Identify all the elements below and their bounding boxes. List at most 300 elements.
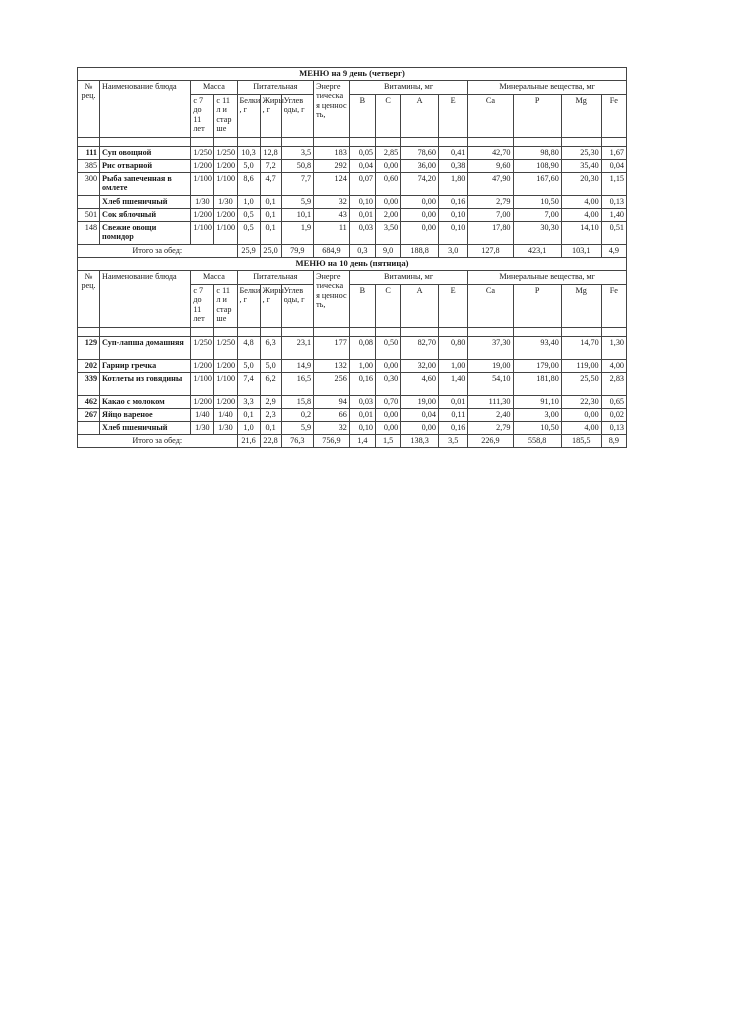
value-carb: 0,2 — [281, 408, 314, 421]
total-carb: 76,3 — [281, 434, 314, 447]
value-vE: 0,16 — [438, 421, 467, 434]
total-energy: 756,9 — [314, 434, 350, 447]
spacer-cell — [513, 137, 561, 146]
value-fat: 4,7 — [260, 172, 281, 195]
total-carb: 79,9 — [281, 244, 314, 257]
menu-table — [77, 67, 627, 448]
mass-7-11: 1/100 — [191, 372, 214, 395]
value-vA: 78,60 — [401, 146, 439, 159]
recipe-number: 148 — [78, 221, 100, 244]
value-p: 10,50 — [513, 421, 561, 434]
header-minerals: Минеральные вещества, мг — [468, 270, 627, 284]
total-vE: 3,5 — [438, 434, 467, 447]
mass-11-plus: 1/100 — [214, 172, 237, 195]
value-vE: 0,41 — [438, 146, 467, 159]
value-vC: 0,70 — [376, 395, 401, 408]
mass-11-plus: 1/200 — [214, 208, 237, 221]
dish-name: Рис отварной — [100, 159, 191, 172]
value-vC: 0,00 — [376, 359, 401, 372]
value-carb: 50,8 — [281, 159, 314, 172]
value-vB: 0,03 — [349, 221, 375, 244]
mass-7-11: 1/200 — [191, 395, 214, 408]
value-vC: 0,00 — [376, 408, 401, 421]
table-row — [78, 195, 627, 208]
value-ca: 17,80 — [468, 221, 513, 244]
recipe-number: 339 — [78, 372, 100, 395]
mass-7-11: 1/200 — [191, 359, 214, 372]
mass-11-plus: 1/40 — [214, 408, 237, 421]
recipe-number — [78, 195, 100, 208]
value-vE: 1,40 — [438, 372, 467, 395]
value-fat: 0,1 — [260, 221, 281, 244]
header-fe: Fe — [601, 94, 626, 137]
header-mg: Mg — [561, 284, 601, 327]
value-fat: 0,1 — [260, 421, 281, 434]
header-num: № рец. — [78, 80, 100, 137]
spacer-cell — [78, 327, 100, 336]
value-vC: 2,00 — [376, 208, 401, 221]
value-ca: 37,30 — [468, 336, 513, 359]
mass-7-11: 1/30 — [191, 195, 214, 208]
value-vA: 74,20 — [401, 172, 439, 195]
dish-name: Гарнир гречка — [100, 359, 191, 372]
value-carb: 16,5 — [281, 372, 314, 395]
header-proteins: Белки , г — [237, 94, 260, 137]
dish-name: Яйцо вареное — [100, 408, 191, 421]
spacer-cell — [468, 137, 513, 146]
value-vA: 36,00 — [401, 159, 439, 172]
header-vit-a: A — [401, 284, 439, 327]
value-p: 30,30 — [513, 221, 561, 244]
value-fat: 5,0 — [260, 359, 281, 372]
value-vA: 0,04 — [401, 408, 439, 421]
spacer-cell — [401, 137, 439, 146]
header-name: Наименование блюда — [100, 270, 191, 327]
table-row — [78, 146, 627, 159]
table-row — [78, 421, 627, 434]
value-vC: 2,85 — [376, 146, 401, 159]
header-mass: Масса — [191, 80, 237, 94]
value-fe: 1,40 — [601, 208, 626, 221]
value-fe: 0,13 — [601, 421, 626, 434]
dish-name: Суп овощной — [100, 146, 191, 159]
value-ca: 2,40 — [468, 408, 513, 421]
header-minerals: Минеральные вещества, мг — [468, 80, 627, 94]
recipe-number — [78, 421, 100, 434]
recipe-number: 300 — [78, 172, 100, 195]
value-energy: 183 — [314, 146, 350, 159]
mass-7-11: 1/100 — [191, 221, 214, 244]
spacer-row — [78, 137, 627, 146]
total-fe: 8,9 — [601, 434, 626, 447]
header-nutrition: Питательная — [237, 270, 314, 284]
header-carbs: Углев оды, г — [281, 284, 314, 327]
value-fat: 6,3 — [260, 336, 281, 359]
dish-name: Хлеб пшеничный — [100, 195, 191, 208]
spacer-cell — [100, 327, 191, 336]
value-vE: 0,10 — [438, 221, 467, 244]
spacer-cell — [314, 137, 350, 146]
value-fe: 2,83 — [601, 372, 626, 395]
spacer-cell — [513, 327, 561, 336]
value-vE: 0,80 — [438, 336, 467, 359]
value-fe: 0,13 — [601, 195, 626, 208]
value-prot: 4,8 — [237, 336, 260, 359]
mass-7-11: 1/200 — [191, 159, 214, 172]
spacer-cell — [281, 137, 314, 146]
value-vE: 1,00 — [438, 359, 467, 372]
total-vC: 1,5 — [376, 434, 401, 447]
header-fats: Жиры , г — [260, 94, 281, 137]
menu-title: МЕНЮ на 9 день (четверг) — [78, 68, 627, 81]
value-fe: 0,51 — [601, 221, 626, 244]
table-row — [78, 208, 627, 221]
value-p: 167,60 — [513, 172, 561, 195]
recipe-number: 462 — [78, 395, 100, 408]
total-vA: 138,3 — [401, 434, 439, 447]
value-energy: 32 — [314, 195, 350, 208]
mass-11-plus: 1/250 — [214, 336, 237, 359]
dish-name: Свежие овощи помидор — [100, 221, 191, 244]
total-fat: 22,8 — [260, 434, 281, 447]
value-vB: 0,08 — [349, 336, 375, 359]
value-carb: 5,9 — [281, 195, 314, 208]
total-mg: 103,1 — [561, 244, 601, 257]
total-mg: 185,5 — [561, 434, 601, 447]
table-row — [78, 221, 627, 244]
value-fe: 1,67 — [601, 146, 626, 159]
total-vB: 1,4 — [349, 434, 375, 447]
mass-11-plus: 1/100 — [214, 221, 237, 244]
header-carbs: Углев оды, г — [281, 94, 314, 137]
value-vB: 0,16 — [349, 372, 375, 395]
value-mg: 14,70 — [561, 336, 601, 359]
value-carb: 23,1 — [281, 336, 314, 359]
header-p: P — [513, 94, 561, 137]
spacer-cell — [260, 327, 281, 336]
total-p: 423,1 — [513, 244, 561, 257]
value-carb: 1,9 — [281, 221, 314, 244]
value-carb: 5,9 — [281, 421, 314, 434]
table-row — [78, 159, 627, 172]
spacer-cell — [260, 137, 281, 146]
spacer-cell — [100, 137, 191, 146]
mass-7-11: 1/40 — [191, 408, 214, 421]
value-carb: 10,1 — [281, 208, 314, 221]
value-fat: 0,1 — [260, 208, 281, 221]
value-energy: 292 — [314, 159, 350, 172]
recipe-number: 267 — [78, 408, 100, 421]
value-vB: 0,10 — [349, 195, 375, 208]
total-p: 558,8 — [513, 434, 561, 447]
menu-title-row — [78, 257, 627, 270]
value-mg: 20,30 — [561, 172, 601, 195]
header-fats: Жиры , г — [260, 284, 281, 327]
value-prot: 7,4 — [237, 372, 260, 395]
value-energy: 32 — [314, 421, 350, 434]
spacer-cell — [468, 327, 513, 336]
spacer-cell — [376, 327, 401, 336]
mass-7-11: 1/200 — [191, 208, 214, 221]
total-row — [78, 244, 627, 257]
value-vA: 0,00 — [401, 195, 439, 208]
value-ca: 42,70 — [468, 146, 513, 159]
spacer-cell — [314, 327, 350, 336]
total-label: Итого за обед: — [78, 434, 238, 447]
spacer-cell — [214, 327, 237, 336]
menu-title: МЕНЮ на 10 день (пятница) — [78, 257, 627, 270]
total-prot: 25,9 — [237, 244, 260, 257]
value-vB: 0,10 — [349, 421, 375, 434]
header-mass-11-plus: с 11 л и стар ше — [214, 284, 237, 327]
value-mg: 0,00 — [561, 408, 601, 421]
value-vB: 0,04 — [349, 159, 375, 172]
value-vA: 82,70 — [401, 336, 439, 359]
value-p: 3,00 — [513, 408, 561, 421]
mass-11-plus: 1/100 — [214, 372, 237, 395]
spacer-cell — [376, 137, 401, 146]
value-energy: 177 — [314, 336, 350, 359]
spacer-cell — [281, 327, 314, 336]
value-ca: 54,10 — [468, 372, 513, 395]
value-p: 181,80 — [513, 372, 561, 395]
header-p: P — [513, 284, 561, 327]
value-vA: 0,00 — [401, 208, 439, 221]
total-prot: 21,6 — [237, 434, 260, 447]
header-num: № рец. — [78, 270, 100, 327]
mass-11-plus: 1/200 — [214, 395, 237, 408]
value-fat: 0,1 — [260, 195, 281, 208]
header-vit-e: E — [438, 94, 467, 137]
mass-7-11: 1/30 — [191, 421, 214, 434]
spacer-cell — [561, 327, 601, 336]
mass-7-11: 1/100 — [191, 172, 214, 195]
mass-11-plus: 1/30 — [214, 195, 237, 208]
mass-11-plus: 1/200 — [214, 359, 237, 372]
header-name: Наименование блюда — [100, 80, 191, 137]
value-p: 10,50 — [513, 195, 561, 208]
spacer-cell — [601, 137, 626, 146]
value-mg: 35,40 — [561, 159, 601, 172]
recipe-number: 385 — [78, 159, 100, 172]
header-row — [78, 80, 627, 94]
value-prot: 1,0 — [237, 421, 260, 434]
header-mass-7-11: с 7 до 11 лет — [191, 94, 214, 137]
header-mg: Mg — [561, 94, 601, 137]
total-energy: 684,9 — [314, 244, 350, 257]
value-ca: 47,90 — [468, 172, 513, 195]
mass-11-plus: 1/200 — [214, 159, 237, 172]
total-vC: 9,0 — [376, 244, 401, 257]
total-row — [78, 434, 627, 447]
table-row — [78, 359, 627, 372]
value-vB: 0,07 — [349, 172, 375, 195]
header-ca: Ca — [468, 94, 513, 137]
value-ca: 7,00 — [468, 208, 513, 221]
mass-11-plus: 1/30 — [214, 421, 237, 434]
total-fe: 4,9 — [601, 244, 626, 257]
dish-name: Хлеб пшеничный — [100, 421, 191, 434]
value-energy: 43 — [314, 208, 350, 221]
value-ca: 2,79 — [468, 195, 513, 208]
mass-11-plus: 1/250 — [214, 146, 237, 159]
value-mg: 22,30 — [561, 395, 601, 408]
value-mg: 14,10 — [561, 221, 601, 244]
value-vB: 1,00 — [349, 359, 375, 372]
value-mg: 4,00 — [561, 421, 601, 434]
document-sheet — [77, 67, 627, 448]
header-mass-7-11: с 7 до 11 лет — [191, 284, 214, 327]
value-vA: 19,00 — [401, 395, 439, 408]
total-vE: 3,0 — [438, 244, 467, 257]
value-p: 91,10 — [513, 395, 561, 408]
value-fat: 6,2 — [260, 372, 281, 395]
value-fat: 2,9 — [260, 395, 281, 408]
spacer-cell — [237, 137, 260, 146]
recipe-number: 501 — [78, 208, 100, 221]
spacer-cell — [438, 137, 467, 146]
header-mass-11-plus: с 11 л и стар ше — [214, 94, 237, 137]
value-energy: 66 — [314, 408, 350, 421]
header-vitamins: Витамины, мг — [349, 80, 468, 94]
dish-name: Какао с молоком — [100, 395, 191, 408]
spacer-cell — [191, 137, 214, 146]
value-energy: 132 — [314, 359, 350, 372]
value-prot: 1,0 — [237, 195, 260, 208]
value-mg: 25,50 — [561, 372, 601, 395]
value-prot: 10,3 — [237, 146, 260, 159]
total-vB: 0,3 — [349, 244, 375, 257]
spacer-cell — [349, 327, 375, 336]
value-energy: 256 — [314, 372, 350, 395]
total-ca: 127,8 — [468, 244, 513, 257]
value-p: 98,80 — [513, 146, 561, 159]
value-prot: 0,5 — [237, 208, 260, 221]
value-vC: 0,30 — [376, 372, 401, 395]
value-p: 7,00 — [513, 208, 561, 221]
spacer-cell — [78, 137, 100, 146]
header-vit-c: C — [376, 94, 401, 137]
header-vitamins: Витамины, мг — [349, 270, 468, 284]
dish-name: Рыба запеченная в омлете — [100, 172, 191, 195]
value-fe: 1,15 — [601, 172, 626, 195]
value-energy: 11 — [314, 221, 350, 244]
total-fat: 25,0 — [260, 244, 281, 257]
mass-7-11: 1/250 — [191, 146, 214, 159]
table-row — [78, 395, 627, 408]
mass-7-11: 1/250 — [191, 336, 214, 359]
header-fe: Fe — [601, 284, 626, 327]
value-carb: 15,8 — [281, 395, 314, 408]
header-ca: Ca — [468, 284, 513, 327]
header-energy: Энерге тическа я ценнос ть, — [314, 80, 350, 137]
header-vit-c: C — [376, 284, 401, 327]
value-vB: 0,05 — [349, 146, 375, 159]
header-energy: Энерге тическа я ценнос ть, — [314, 270, 350, 327]
header-vit-b: B — [349, 94, 375, 137]
value-p: 179,00 — [513, 359, 561, 372]
spacer-cell — [237, 327, 260, 336]
value-ca: 9,60 — [468, 159, 513, 172]
dish-name: Сок яблочный — [100, 208, 191, 221]
dish-name: Суп-лапша домашняя — [100, 336, 191, 359]
value-fat: 12,8 — [260, 146, 281, 159]
value-mg: 4,00 — [561, 195, 601, 208]
spacer-cell — [214, 137, 237, 146]
value-mg: 119,00 — [561, 359, 601, 372]
value-prot: 3,3 — [237, 395, 260, 408]
spacer-cell — [191, 327, 214, 336]
value-vA: 0,00 — [401, 421, 439, 434]
value-vC: 0,00 — [376, 195, 401, 208]
value-vC: 0,50 — [376, 336, 401, 359]
value-fe: 0,04 — [601, 159, 626, 172]
spacer-cell — [601, 327, 626, 336]
value-vE: 0,38 — [438, 159, 467, 172]
value-vE: 0,01 — [438, 395, 467, 408]
value-carb: 14,9 — [281, 359, 314, 372]
value-fe: 0,02 — [601, 408, 626, 421]
spacer-cell — [401, 327, 439, 336]
value-carb: 7,7 — [281, 172, 314, 195]
value-vC: 0,60 — [376, 172, 401, 195]
value-vC: 3,50 — [376, 221, 401, 244]
value-fat: 2,3 — [260, 408, 281, 421]
spacer-cell — [561, 137, 601, 146]
recipe-number: 129 — [78, 336, 100, 359]
value-vB: 0,01 — [349, 408, 375, 421]
table-row — [78, 336, 627, 359]
value-vE: 0,11 — [438, 408, 467, 421]
value-energy: 124 — [314, 172, 350, 195]
value-fe: 0,65 — [601, 395, 626, 408]
total-vA: 188,8 — [401, 244, 439, 257]
value-vC: 0,00 — [376, 421, 401, 434]
recipe-number: 111 — [78, 146, 100, 159]
value-vC: 0,00 — [376, 159, 401, 172]
value-prot: 0,1 — [237, 408, 260, 421]
value-fat: 7,2 — [260, 159, 281, 172]
value-fe: 1,30 — [601, 336, 626, 359]
header-vit-a: A — [401, 94, 439, 137]
value-vB: 0,01 — [349, 208, 375, 221]
table-row — [78, 372, 627, 395]
value-ca: 19,00 — [468, 359, 513, 372]
value-vA: 4,60 — [401, 372, 439, 395]
total-label: Итого за обед: — [78, 244, 238, 257]
spacer-cell — [438, 327, 467, 336]
total-ca: 226,9 — [468, 434, 513, 447]
value-vB: 0,03 — [349, 395, 375, 408]
header-vit-b: B — [349, 284, 375, 327]
value-energy: 94 — [314, 395, 350, 408]
recipe-number: 202 — [78, 359, 100, 372]
value-prot: 0,5 — [237, 221, 260, 244]
value-prot: 5,0 — [237, 359, 260, 372]
value-mg: 4,00 — [561, 208, 601, 221]
value-vE: 1,80 — [438, 172, 467, 195]
header-mass: Масса — [191, 270, 237, 284]
value-mg: 25,30 — [561, 146, 601, 159]
value-prot: 8,6 — [237, 172, 260, 195]
header-nutrition: Питательная — [237, 80, 314, 94]
value-prot: 5,0 — [237, 159, 260, 172]
menu-title-row — [78, 68, 627, 81]
header-proteins: Белки , г — [237, 284, 260, 327]
value-carb: 3,5 — [281, 146, 314, 159]
value-p: 93,40 — [513, 336, 561, 359]
value-fe: 4,00 — [601, 359, 626, 372]
